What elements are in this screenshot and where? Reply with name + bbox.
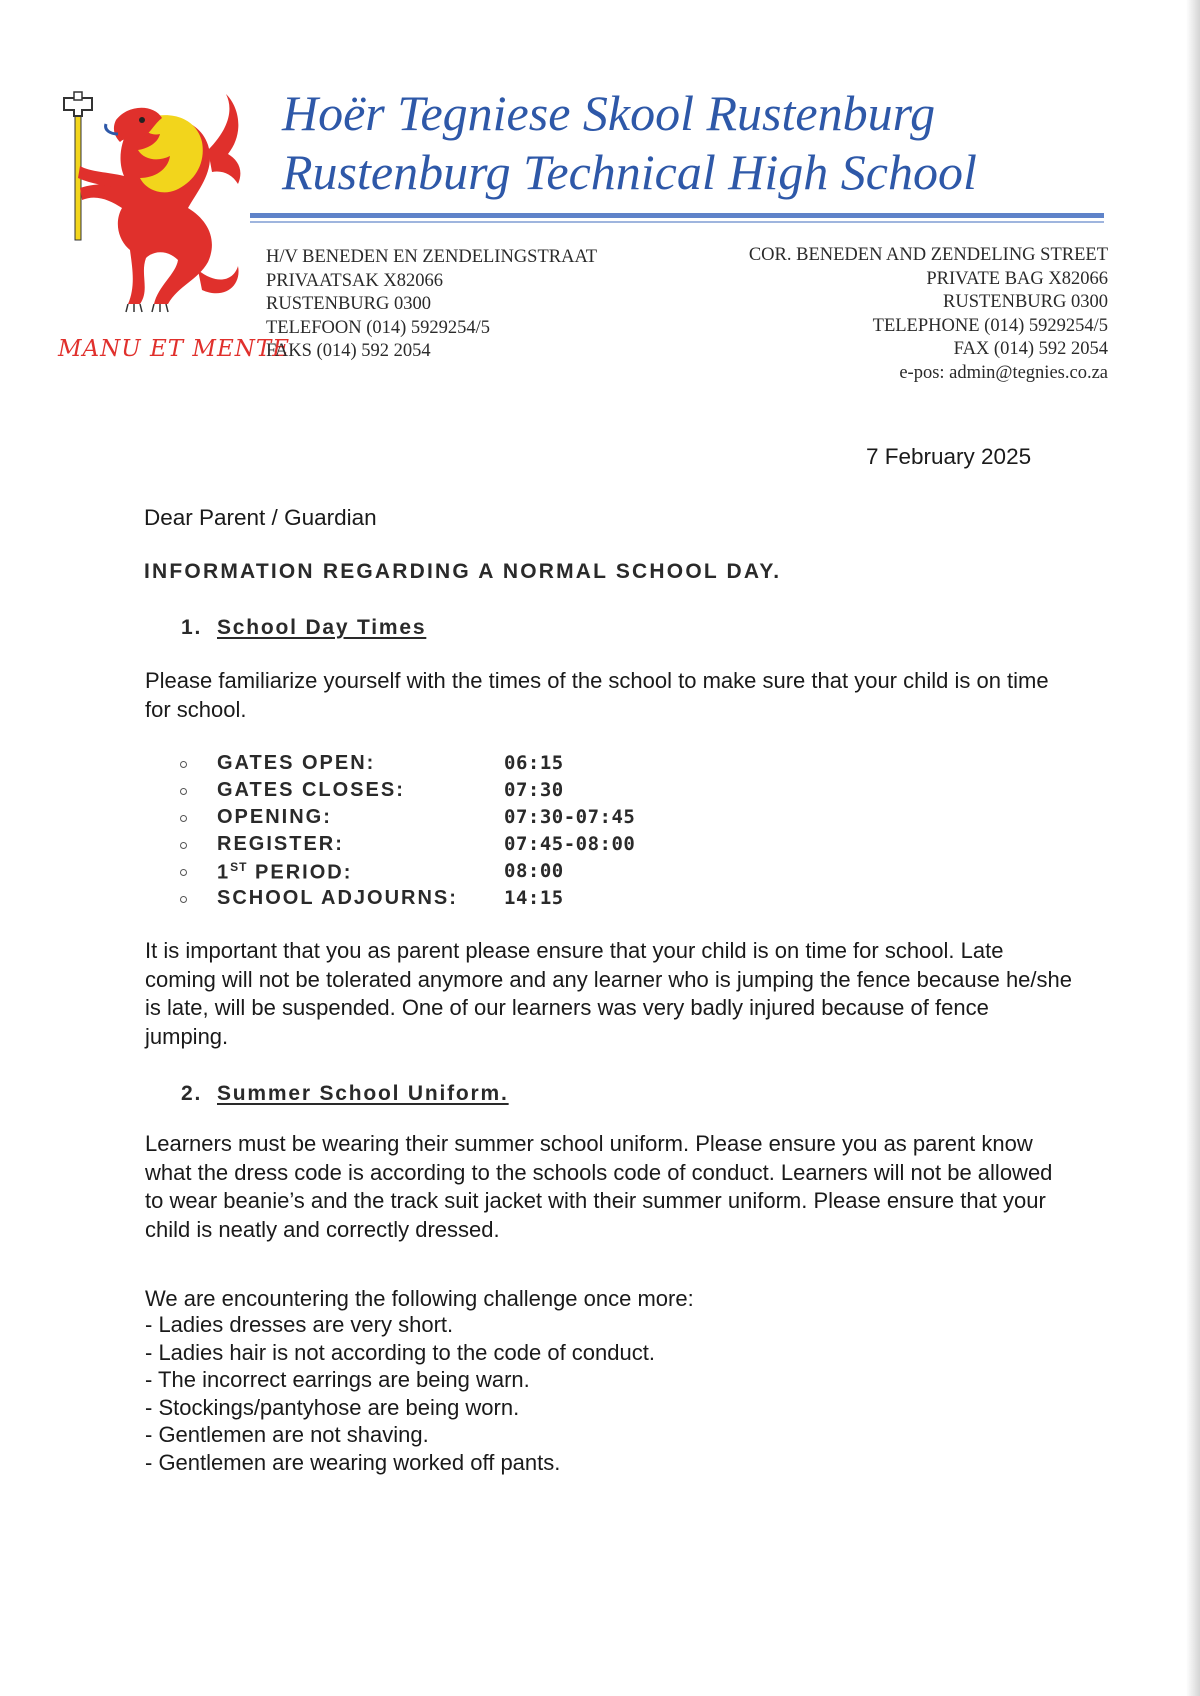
time-value: 07:30 (504, 779, 564, 801)
time-value: 07:30-07:45 (504, 806, 636, 828)
bullet-icon (180, 788, 187, 795)
uniform-paragraph: Learners must be wearing their summer school uniform. Please ensure you as parent know what the dress code is according to the schools code of conduct. Learners will not be allowed to wear beanie’s and the track suit jacket with their summer uniform. Please ensure that your child is neatly and correctly dressed. (145, 1131, 1053, 1242)
punctuality-note: It is important that you as parent please ensure that your child is on time for school. Late coming will not be tolerated anymore and any learner who is jumping the fence because he/she is late, will be suspended. One of our learners was very badly injured because of fence jumping. (145, 938, 1072, 1049)
email-address: e-pos: admin@tegnies.co.za (899, 362, 1108, 383)
address-line: FAX (014) 592 2054 (953, 339, 1108, 359)
school-name-english: Rustenburg Technical High School (282, 144, 977, 200)
address-afrikaans (266, 246, 597, 364)
time-label: REGISTER: (217, 833, 344, 855)
time-value: 14:15 (504, 887, 564, 909)
time-label (217, 860, 352, 885)
school-times-intro: Please familiarize yourself with the times of the school to make sure that your child is on time for school. (145, 668, 1049, 722)
section-heading-school-times (181, 616, 426, 640)
list-item: - Ladies dresses are very short. (145, 1312, 454, 1337)
page-edge-shadow (1186, 0, 1200, 1696)
address-line: RUSTENBURG 0300 (943, 292, 1108, 312)
address-line: PRIVATE BAG X82066 (926, 268, 1108, 289)
list-item: - Gentlemen are not shaving. (145, 1422, 429, 1448)
school-crest-logo (58, 90, 248, 330)
address-line: COR. BENEDEN AND ZENDELING STREET (748, 245, 1108, 265)
ordinal-suffix: ST (230, 860, 248, 874)
school-name-afrikaans: Hoër Tegniese Skool Rustenburg (282, 85, 936, 141)
school-motto: MANU ET MENTE (58, 336, 291, 362)
letterhead-rule (250, 213, 1104, 218)
address-english (749, 244, 1108, 385)
address-line: H/V BENEDEN EN ZENDELINGSTRAAT (266, 247, 598, 267)
letterhead-rule-thin (250, 221, 1104, 223)
list-item: - Ladies hair is not according to the code of conduct. (145, 1339, 655, 1365)
bullet-icon (180, 869, 187, 876)
uniform-challenges-list (145, 1311, 655, 1477)
list-item: - The incorrect earrings are being warn. (145, 1367, 530, 1393)
section-title: Summer School Uniform. (217, 1082, 509, 1105)
bullet-icon (180, 842, 187, 849)
greeting: Dear Parent / Guardian (144, 505, 377, 530)
section-heading-summer-uniform (181, 1082, 509, 1106)
address-line: PRIVAATSAK X82066 (266, 270, 443, 291)
letter-date: 7 February 2025 (866, 444, 1032, 469)
time-label: GATES OPEN: (217, 752, 376, 774)
time-value: 06:15 (504, 752, 564, 774)
address-line: TELEPHONE (014) 5929254/5 (872, 315, 1108, 336)
challenge-intro: We are encountering the following challenge once more: (145, 1286, 694, 1311)
ordinal-number: 1 (217, 861, 231, 884)
bullet-icon (180, 896, 187, 903)
list-item: - Stockings/pantyhose are being worn. (145, 1394, 520, 1420)
section-number: 2. (181, 1082, 203, 1105)
section-number: 1. (181, 616, 203, 639)
bullet-icon (180, 761, 187, 768)
time-label: SCHOOL ADJOURNS: (217, 887, 458, 909)
address-line: FAKS (014) 592 2054 (266, 341, 431, 361)
time-label-text: PERIOD: (255, 861, 353, 884)
time-value: 07:45-08:00 (504, 833, 636, 855)
address-line: TELEFOON (014) 5929254/5 (266, 317, 491, 338)
time-value: 08:00 (504, 860, 564, 882)
section-title: School Day Times (217, 616, 427, 639)
bullet-icon (180, 815, 187, 822)
letter-subject: INFORMATION REGARDING A NORMAL SCHOOL DAY. (144, 560, 782, 583)
address-line: RUSTENBURG 0300 (266, 294, 431, 314)
time-label: OPENING: (217, 806, 332, 828)
list-item: - Gentlemen are wearing worked off pants. (145, 1449, 561, 1475)
time-label: GATES CLOSES: (217, 779, 405, 801)
